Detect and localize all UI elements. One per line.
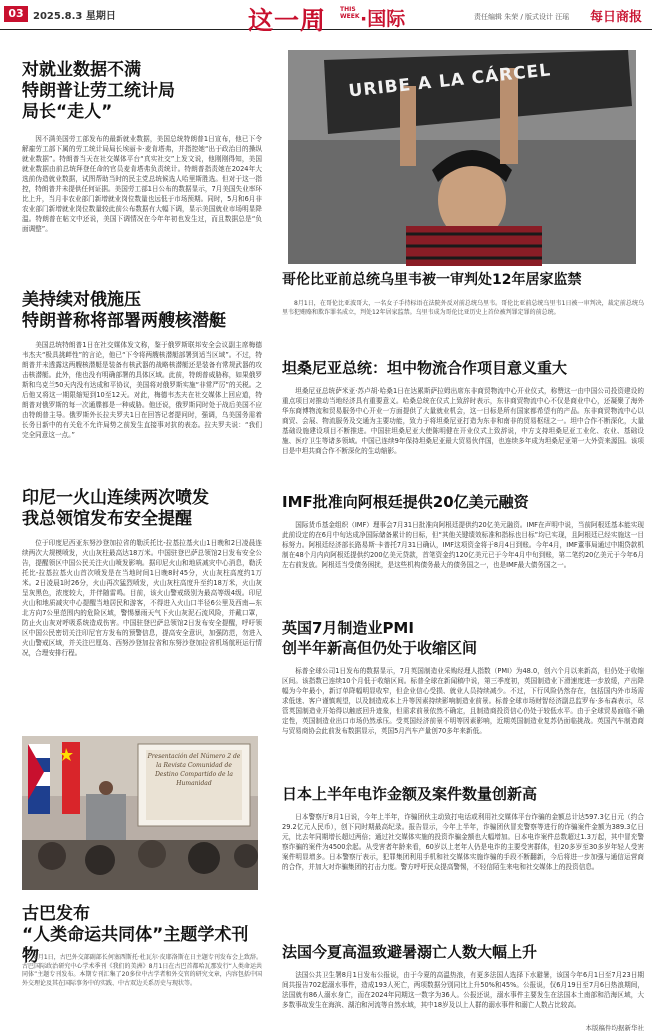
protest-banner-text: URIBE A LA CÁRCEL [347, 60, 552, 102]
article-body: 日本警察厅8月1日说，今年上半年，诈骗团伙主动致打电话或利用社交媒体平台诈骗的金额总计达597.3亿日元（约合29.2亿元人民币），创下同时期最高纪录。报告显示，今年上半年，诈骗团伙冒充警察等进行的诈骗案件金额为389.3亿日元，比去年同期增长超过两倍；通过社交媒体实施的投资诈骗金额也大幅增加。日本电诈案件总数超过1.3万起，其中冒充警察诈骗的案件为4500余起。从受害者年龄来看，60岁以上老年人仍是电诈的主要受害群体，但20多岁至30多岁年轻人受害案件明显增多。日本警察厅表示，犯罪集团利用手机和社交媒体实施诈骗的手段不断翻新，今后将进一步加强与通信运营商的合作，并加大对诈骗集团的打击力度。警方呼吁民众提高警惕，不轻信陌生来电和社交媒体上的投资信息。 [282, 813, 644, 871]
article-imf-argentina [282, 492, 644, 600]
issue-date: 2025.8.3 星期日 [33, 11, 116, 22]
article-body: 国际货币基金组织（IMF）理事会7月31日批准向阿根廷提供约20亿美元融资。IMF在声明中说，当前阿根廷基本能实现此前设定的在6月中旬达成净国际储备累计的目标，但“其他关键绩效标准和指标也目标”均已实现，且阿根廷已经实施这一目标努力。阿根廷经济部长路易斯·卡普托7月31日确认，IMF这项资金将于8月4日到账。今年4月，IMF董事局通过中期贷款机制在48个月内向阿根廷提供约200亿美元贷款，首笔资金约120亿美元已于今年4月中旬到账，第二笔约20亿美元于今年6月左右前发放。阿根廷当受债务困扰，是这些机构债务最大的债务国之一，也是IMF最大债务国之一。 [282, 521, 644, 569]
headline: 古巴发布 “人类命运共同体”主题学术刊物 [22, 904, 249, 966]
photo-caption: 8月1日，古巴外交部副部长何塞西斯托·杜瓦尔·皮耶洛斯在日主题专刊发布会上致辞。古巴国际政治研究中心学术季刊《我们的美洲》8月1日在古巴首都哈瓦那发行“人类命运共同体”主题专刊发布。本期专刊汇集了20多位中古学者和外交官的研究文章，内容包括中国外交理论及其在国际事务中的实践、中古双边关系历史与现状等。 [22, 954, 262, 987]
headline: 印尼一火山连续两次喷发 我总领馆发布安全提醒 [22, 488, 209, 529]
headline: 法国今夏高温致避暑溺亡人数大幅上升 [282, 943, 538, 961]
article-cuba-journal [22, 904, 262, 1022]
headline: 英国7月制造业PMI 创半年新高但仍处于收缩区间 [282, 619, 478, 657]
article-france-drowning [282, 942, 644, 1032]
photo-caption: 8月1日，在哥伦比亚波哥大，一名女子手持标语在法院外反对前总统乌里韦。哥伦比亚前总统乌里韦1日被一审判决，裁定前总统乌里韦犯贿赂和欺诈罪名成立，判处12年居家监禁。乌里韦成为哥伦比亚历史上首位被判罪定罪的前总统。 [282, 300, 644, 316]
photo-cuba-conference [22, 736, 258, 890]
page-number: 03 [4, 6, 28, 22]
section-title: 这一周 [248, 6, 327, 35]
editors-credit: 责任编辑 朱荣 / 版式设计 汪瑶 [474, 13, 570, 21]
left-column [22, 40, 262, 1020]
article-body: 因不满美国劳工部发布的最新就业数据，美国总统特朗普1日宣布，他已下令解雇劳工部下属的劳工统计局局长埃丽卡·麦肯塔弗，并指控她“出于政治目的操纵就业数据”。特朗普当天在社交媒体平台“真实社交”上发文说，他刚刚得知，美国就业数据由前总统拜登任命的官员麦肯塔弗负责统计。特朗普指责她在2024年大选前伪造就业数据，试图帮助当时的民主党总统候选人哈里斯胜选。但对于这一指控，特朗普并未提供任何证据。美国劳工部1日公布的数据显示，7月美国失业率环比上升，当月非农业部门新增就业岗位数量也远低于市场预期。同时，5月和6月非农业部门新增就业岗位数量较此前公布数据有大幅下调，显示美国就业市场明显降温。特朗普在帖文中还说，美国下调情况在今年年初也发生过，而且数据总是“负面调整”。 [22, 135, 262, 233]
article-body: 位于印度尼西亚东努沙登加拉省的勒沃托比-拉基拉基火山1日晚和2日凌晨连续两次大规模喷发，火山灰柱最高达18万米。中国驻登巴萨总领馆2日发布安全公告，提醒领区中国公民关注火山喷发影响。据印尼火山和地质减灾中心消息，勒沃托比-拉基拉基火山首次喷发是在当地时间1日晚8时45分，火山灰柱高度约1万米。2日凌晨1时26分，火山再次猛烈喷发，火山灰柱高度升至约18万米，火山灰呈灰黑色，浓度较大，并伴随雷鸣。目前，该火山警戒级别为最高等级4级。印尼火山和地质减灾中心提醒当地居民和游客，不得进入火山口半径6公里及西南—东北方向7公里范围内的危险区域，警惕暴雨天气下火山灰泥石流风险，并戴口罩，防止火山灰对呼吸系统造成伤害。中国驻登巴萨总领馆2日发布安全提醒，呼吁领区中国公民密切关注印尼官方发布的预警信息，提高安全意识，加强防范，勿进入火山警戒区域，并关注巴厘岛、西努沙登加拉省和东努沙登加拉省机场航班运行情况，合理安排行程。 [22, 539, 262, 657]
article-nuclear-subs [22, 290, 262, 470]
article-indonesia-volcano [22, 488, 262, 728]
article-colombia-uribe [282, 270, 644, 338]
headline: 哥伦比亚前总统乌里韦被一审判处12年居家监禁 [282, 272, 582, 288]
poster-text: Presentación del Número 2 de la Revista Comunidad de Destino Compartido de la Humanidad [147, 753, 241, 787]
headline: 美持续对俄施压 特朗普称将部署两艘核潜艇 [22, 290, 226, 331]
article-labor-stats [22, 60, 262, 294]
section-name: ·国际 [360, 8, 406, 30]
headline: IMF批准向阿根廷提供20亿美元融资 [282, 493, 529, 511]
source-credit: 本版稿件均据新华社 [585, 1024, 644, 1032]
article-body: 法国公共卫生署8月1日发布公报说，由于今夏的高温热浪，有更多法国人选择下水避暑，该国今年6月1日至7月23日期间共报告702起溺水事件，造成193人死亡，两项数据分别同比上升50%和45%。公报说，仅6月19日至7月6日热浪期间，法国就有86人溺水身亡，而在2024年同期这一数字为36人。公报还说，溺水事件主要发生在法国本土南部和沿海区域，大多数事故发生在海滨、湖泊和河流等自然水域，其中18岁及以上人群的溺水事件和溺亡人数占比较高。 [282, 971, 644, 1009]
article-body: 标普全球公司1日发布的数据显示，7月英国制造业采购经理人指数（PMI）为48.0，创六个月以来新高，但仍处于收缩区间。该指数已连续10个月低于收缩区间。标普全球在新闻稿中说，第三季度初，英国制造业下滑速度进一步放缓，产出降幅为今年最小，新订单降幅明显收窄，但企业信心受损、就业人员持续减少。不过，下行风险仍然存在，包括国内外市场需求低迷、客户谨慎观望，以及制造成本上升等因素持续影响制造业前景。标普全球市场财智经济副总监罗布·多布森表示，尽管英国制造业开始得以触底回升迹象，但需求前景依然不确定，且制造商投资信心仍处于较低水平。由于全球贸易面临不确定性，英国制造业出口市场仍然承压。受英国经济前景不明等因素影响，近期英国制造业复苏仍面临挑战。英国汽车制造商与贸易商协会此前发布数据显示，英国5月汽车产量创70多年来新低。 [282, 667, 644, 735]
newspaper-name: 每日商报 [590, 10, 643, 25]
page-header [0, 0, 652, 35]
article-uk-pmi [282, 618, 644, 784]
article-tanzania [282, 358, 644, 486]
headline: 坦桑尼亚总统：坦中物流合作项目意义重大 [282, 359, 568, 377]
photo-colombia-protest [288, 50, 636, 264]
right-column [282, 40, 644, 1032]
article-body: 坦桑尼亚总统萨米亚·苏卢胡·哈桑1日在达累斯萨拉姆出席东非商贸物流中心开业仪式，称赞这一由中国公司投资建设的重点项目对推动当地经济具有重要意义。哈桑总统在仪式上致辞时表示，东非商贸物流中心不仅是商业中心，还凝聚了海外华东商博物流和贸易服务中心开业一方面提供了大量就业机会，这一目标是所有国家都希望有的产品。东非商贸物流中心以商贸、会展、物流服务及交通为主要功能，致力于将坦桑尼亚打造为东非和南非的贸易枢纽之一。坦中合作不断深化，大量基础设施建设项目不断推进。中国驻坦桑尼亚大使陈明健在开业仪式上致辞说，中方支持坦桑尼亚工业化、农业、基础设施、医疗卫生等诸多领域。中国已连续9年保持坦桑尼亚最大贸易伙伴国，也连续多年成为坦桑尼亚第一大外资来源国。该项目是中坦共商合作不断深化的生动缩影。 [282, 387, 644, 455]
week-label [340, 6, 358, 20]
article-japan-fraud [282, 784, 644, 922]
headline: 日本上半年电诈金额及案件数量创新高 [282, 785, 538, 803]
headline: 对就业数据不满 特朗普让劳工统计局 局长“走人” [22, 60, 175, 122]
week-label-text: THIS WEEK [340, 6, 360, 20]
article-body: 美国总统特朗普1日在社交媒体发文称，鉴于俄罗斯联邦安全会议副主席梅德韦杰夫“极具挑衅性”的言论，他已“下令将两艘核潜艇部署到适当区域”。不过，特朗普并未透露这两艘核潜艇是装备有核武器的战略核潜艇还是装备有常规武器的攻击核潜艇。此外，他也没有明确部署的具体区域。此前，特朗普威胁称，如果俄罗斯和乌克兰50天内没有达成和平协议，美国将对俄罗斯实施“非常严厉”的关税。之后他又将这一期限缩短到10至12天。对此，梅德韦杰夫在社交媒体上回应道，特朗普对俄罗斯的每一次通牒都是一种威胁。他还说，俄罗斯同时处于战后美国不应由特朗普主导。俄罗斯外长拉夫罗夫1日在回答记者提问时，强调，乌美国务需着长务日新中的有关危不允许局势之前发生直接事对抗的表态。拉夫罗夫说：“我们完全同意这一点。” [22, 341, 262, 439]
